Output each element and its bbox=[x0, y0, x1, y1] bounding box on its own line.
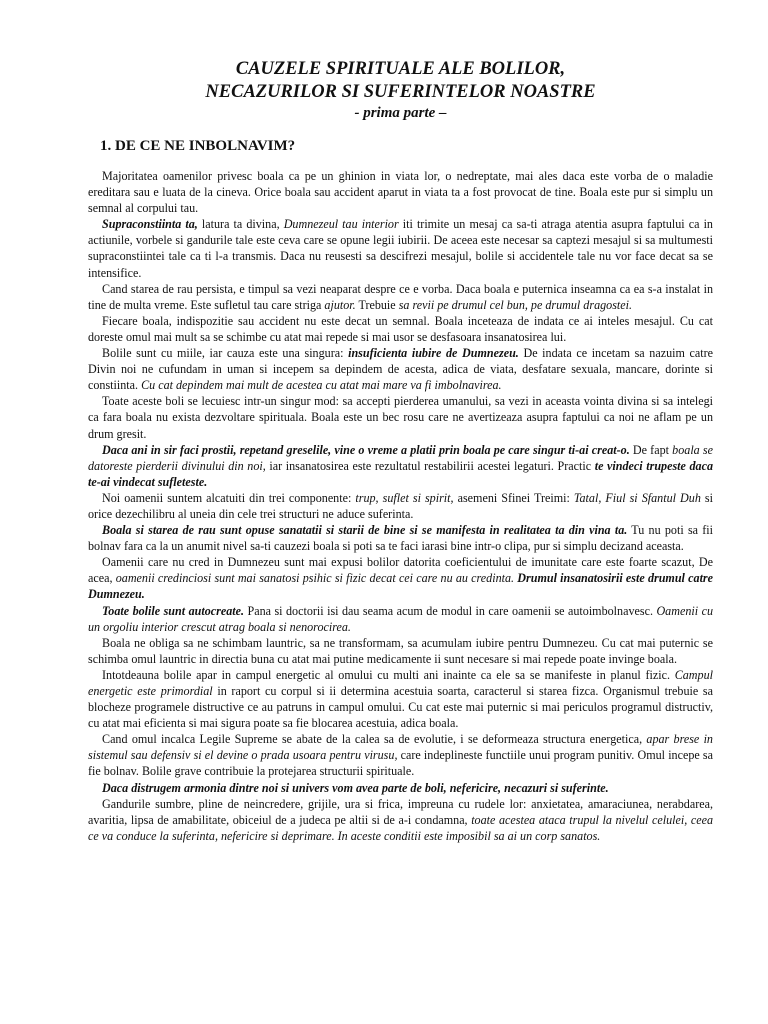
emphasis-italic: toate acestea ataca trupul la nivelul celulei, ceea ce va conduce la suferinta, nefericire si deprimare. In aceste conditii este imposibil sa ai un corp sanatos. bbox=[88, 812, 713, 843]
text-run: Tu nu poti sa fii bolnav fara ca la un anumit nivel sa-ti cauzezi boala si poti sa te faci iarasi bine intr-o clipa, pur si simplu decizand aceasta. bbox=[88, 523, 713, 554]
document-subtitle: - prima parte – bbox=[354, 105, 447, 121]
document-title-line-2: NECAZURILOR SI SUFERINTELOR NOASTRE bbox=[205, 82, 596, 102]
emphasis-italic: Oamenii cu un orgoliu interior crescut atrag boala si nenorocirea. bbox=[88, 603, 713, 634]
body-paragraph bbox=[88, 490, 713, 522]
text-run: Toate aceste boli se lecuiesc intr-un singur mod: sa accepti pierderea umanului, sa vezi in aceasta vointa divina si sa intelegi ca fara boala nu exista dezvoltare spirituala. Boala este un bec rosu care ne avertizeaza asupra faptului ca noi ne aflam pe un drum gresit. bbox=[88, 394, 713, 441]
text-run: Majoritatea oamenilor privesc boala ca pe un ghinion in viata lor, o nedreptate, mai ales daca este vorba de o maladie ereditara sau e luata de la cineva. Orice boala sau accident aparut in viata ta a fost provocat de tine. Boala este pur si simplu un semnal al corpului tau. bbox=[88, 169, 713, 216]
text-run: Boala ne obliga sa ne schimbam launtric, sa ne transformam, sa acumulam iubire pentru Dumnezeu. Cu cat mai puternic se schimba omul launtric in directia buna cu atat mai putine medicamente ii sunt necesare si mai repede poate invinge boala. bbox=[88, 635, 713, 666]
text-run: asemeni Sfinei Treimi: bbox=[453, 490, 574, 505]
body-paragraph bbox=[88, 393, 713, 441]
text-run: De indata ce incetam sa nazuim catre Divin noi ne cufundam in uman si incepem sa depindem de acesta, adica de viata, desfatare sexuala, mancare, dorinte si constiinta. bbox=[88, 346, 713, 393]
body-paragraph bbox=[88, 796, 713, 844]
text-run: Trebuie bbox=[355, 297, 399, 312]
emphasis-italic: trup, suflet si spirit, bbox=[355, 490, 454, 505]
emphasis-italic: boala se datoreste pierderii divinului din noi, bbox=[88, 442, 713, 473]
body-paragraph bbox=[88, 168, 713, 216]
text-run: Cand starea de rau persista, e timpul sa vezi neaparat despre ce e vorba. Daca boala e puternica inseamna ca ea s-a instalat in tine de multa vreme. Este sufletul tau care striga bbox=[88, 281, 713, 312]
text-run: iti trimite un mesaj ca sa-ti atraga atentia asupra faptului ca in actiunile, vorbele si gandurile tale este ceva care se opune legii iubirii. De aceea este necesar sa captezi mesajul si sa multumesti supraconstiintei tale ca ti l-a transmis. Daca nu reusesti sa descifrezi mesajul, bolile si accidentele tale nu vor face decat sa se intensifice. bbox=[88, 217, 713, 280]
body-paragraph bbox=[88, 313, 713, 345]
body-paragraph bbox=[88, 554, 713, 602]
emphasis-italic: sa revii pe drumul cel bun, pe drumul dragostei. bbox=[398, 297, 633, 312]
text-run: Pana si doctorii isi dau seama acum de modul in care oamenii se autoimbolnavesc. bbox=[244, 603, 657, 618]
text-run: Fiecare boala, indispozitie sau accident nu este decat un semnal. Boala inceteaza de indata ce ai inteles mesajul. Cu cat doreste omul mai mult sa se schimbe cu atat mai repede si mai usor se desfasoara insanatosirea lui. bbox=[88, 313, 713, 344]
body-paragraph bbox=[88, 635, 713, 667]
emphasis-italic: apar brese in sistemul sau defensiv si el devine o prada usoara pentru virusu, bbox=[88, 732, 713, 763]
section-heading: 1. DE CE NE INBOLNAVIM? bbox=[100, 138, 296, 154]
emphasis-bold-italic: Drumul insanatosirii este drumul catre Dumnezeu. bbox=[88, 571, 713, 602]
emphasis-italic: ajutor. bbox=[324, 297, 356, 312]
body-paragraph bbox=[88, 731, 713, 779]
document-body bbox=[88, 168, 713, 844]
text-run: Noi oamenii suntem alcatuiti din trei componente: bbox=[102, 490, 356, 505]
emphasis-italic: Tatal, Fiul si Sfantul Duh bbox=[573, 490, 701, 505]
emphasis-bold-italic: Supraconstiinta ta, bbox=[102, 217, 198, 232]
emphasis-italic: oamenii credinciosi sunt mai sanatosi psihic si fizic decat cei care nu au credinta. bbox=[115, 571, 515, 586]
text-run: Bolile sunt cu miile, iar cauza este una singura: bbox=[102, 346, 349, 361]
emphasis-bold-italic: Boala si starea de rau sunt opuse sanatatii si starii de bine si se manifesta in realitatea ta din vina ta. bbox=[102, 523, 628, 538]
emphasis-bold-italic: insuficienta iubire de Dumnezeu. bbox=[348, 346, 519, 361]
text-run: De fapt bbox=[629, 442, 673, 457]
body-paragraph bbox=[88, 667, 713, 731]
emphasis-bold-italic: Daca ani in sir faci prostii, repetand greselile, vine o vreme a platii prin boala pe care singur ti-ai creat-o. bbox=[102, 442, 630, 457]
body-paragraph bbox=[88, 281, 713, 313]
emphasis-bold-italic: Toate bolile sunt autocreate. bbox=[102, 603, 244, 618]
body-paragraph bbox=[88, 345, 713, 393]
text-run: in raport cu corpul si ii determina acestuia soarta, caracterul si starea fizca. Organismul trebuie sa blocheze programele distructive ce au patruns in campul omului. Cu cat este mai puternic si mai periculos programul distructiv, cu atat mai eficienta si mai sigura poate sa fie blocarea acestuia, adica boala. bbox=[88, 684, 713, 731]
text-run: care indeplineste functiile unui program punitiv. Omul incepe sa fie bolnav. Bolile grave contribuie la protejarea structurii spirituale. bbox=[88, 748, 713, 779]
body-paragraph bbox=[88, 216, 713, 280]
body-paragraph bbox=[88, 442, 713, 490]
text-run: iar insanatosirea este rezultatul restabilirii acestei legaturi. Practic bbox=[265, 458, 595, 473]
emphasis-bold-italic: te vindeci trupeste daca te-ai vindecat sufleteste. bbox=[88, 458, 714, 489]
text-run: Cand omul incalca Legile Supreme se abate de la calea sa de evolutie, i se deformeaza structura energetica, bbox=[102, 732, 647, 747]
text-run: Gandurile sumbre, pline de neincredere, grijile, ura si frica, impreuna cu rudele lor: anxietatea, amaraciunea, nerabdarea, avaritia, lipsa de amabilitate, obiceiul de a judeca pe altii si de a-i condamna, bbox=[88, 796, 713, 827]
text-run: latura ta divina, bbox=[197, 217, 284, 232]
text-run: Intotdeauna bolile apar in campul energetic al omului cu multi ani inainte ca ele sa se manifeste in planul fizic. bbox=[102, 667, 675, 682]
emphasis-italic: Cu cat depindem mai mult de acestea cu atat mai mare va fi imbolnavirea. bbox=[141, 378, 502, 393]
text-run: si orice dezechilibru al uneia din cele trei structuri ne aduce suferinta. bbox=[88, 490, 713, 521]
body-paragraph bbox=[88, 603, 713, 635]
emphasis-bold-italic: Daca distrugem armonia dintre noi si univers vom avea parte de boli, nefericire, necazuri si suferinte. bbox=[102, 780, 609, 795]
emphasis-italic: Campul energetic este primordial bbox=[88, 667, 713, 698]
text-run: Oamenii care nu cred in Dumnezeu sunt mai expusi bolilor datorita coeficientului de imunitate care este foarte scazut, De acea, bbox=[88, 555, 713, 586]
emphasis-italic: Dumnezeul tau interior bbox=[283, 217, 399, 232]
document-title-line-1: CAUZELE SPIRITUALE ALE BOLILOR, bbox=[235, 59, 566, 79]
body-paragraph bbox=[88, 780, 713, 796]
body-paragraph bbox=[88, 522, 713, 554]
